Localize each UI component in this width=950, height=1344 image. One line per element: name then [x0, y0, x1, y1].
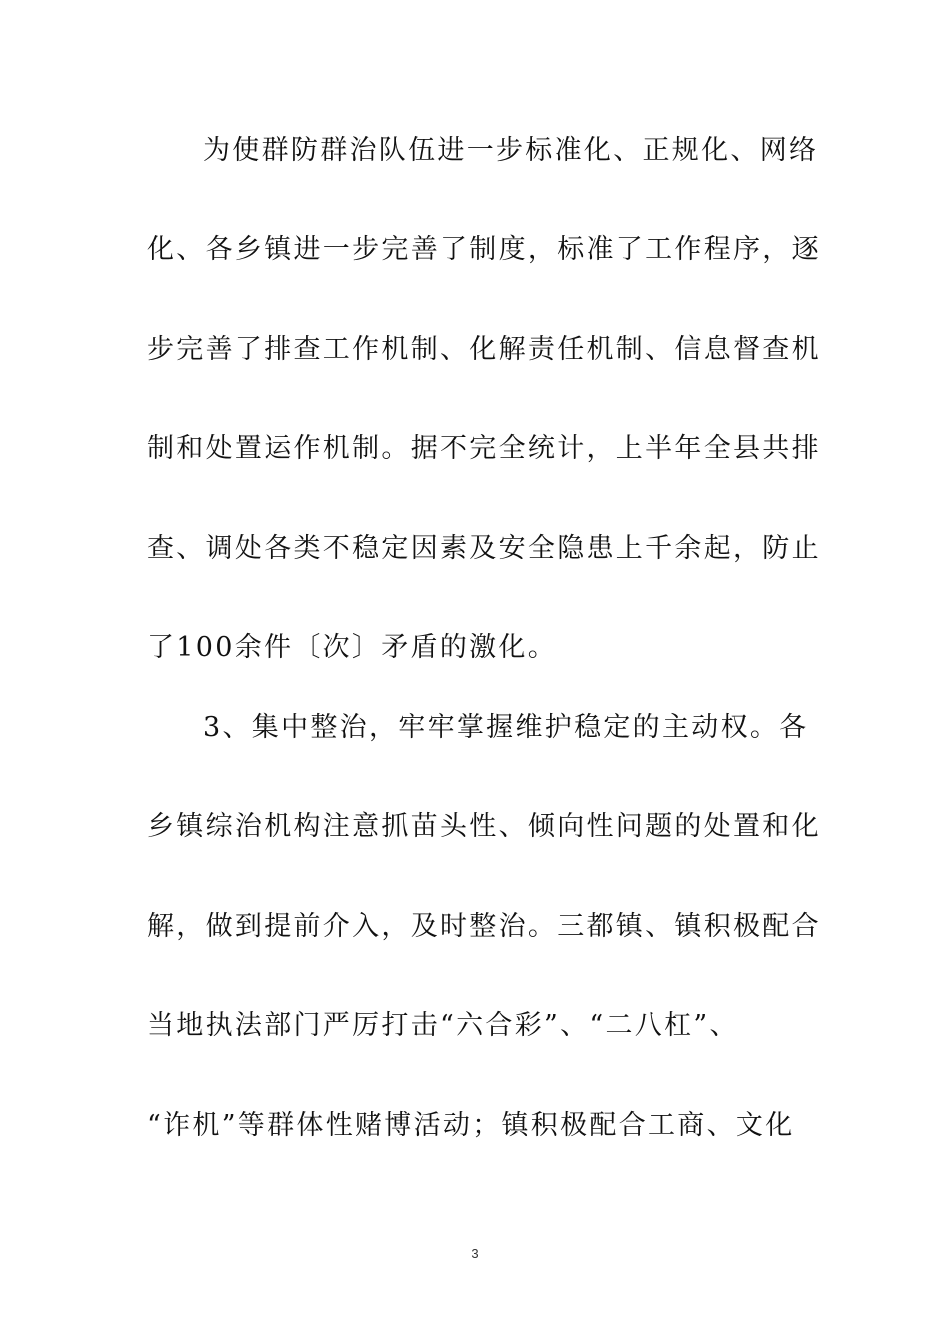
section-3-line-3: 解，做到提前介入，及时整治。三都镇、镇积极配合 [147, 911, 821, 942]
section-3-line-1: 3、集中整治，牢牢掌握维护稳定的主动权。各 [203, 712, 809, 743]
paragraph-line-6: 了100余件〔次〕矛盾的激化。 [147, 632, 558, 663]
section-3-line-2: 乡镇综治机构注意抓苗头性、倾向性问题的处置和化 [147, 811, 821, 842]
paragraph-line-3: 步完善了排查工作机制、化解责任机制、信息督查机 [147, 334, 821, 365]
paragraph-line-2: 化、各乡镇进一步完善了制度，标准了工作程序，逐 [147, 234, 821, 265]
paragraph-line-4: 制和处置运作机制。据不完全统计，上半年全县共排 [147, 433, 821, 464]
section-3-line-5: “诈机”等群体性赌博活动；镇积极配合工商、文化 [147, 1110, 795, 1141]
page-number: 3 [471, 1246, 479, 1261]
paragraph-line-5: 查、调处各类不稳定因素及安全隐患上千余起，防止 [147, 533, 821, 564]
paragraph-line-1: 为使群防群治队伍进一步标准化、正规化、网络 [203, 135, 819, 166]
section-3-line-4: 当地执法部门严厉打击“六合彩”、“二八杠”、 [147, 1010, 739, 1041]
